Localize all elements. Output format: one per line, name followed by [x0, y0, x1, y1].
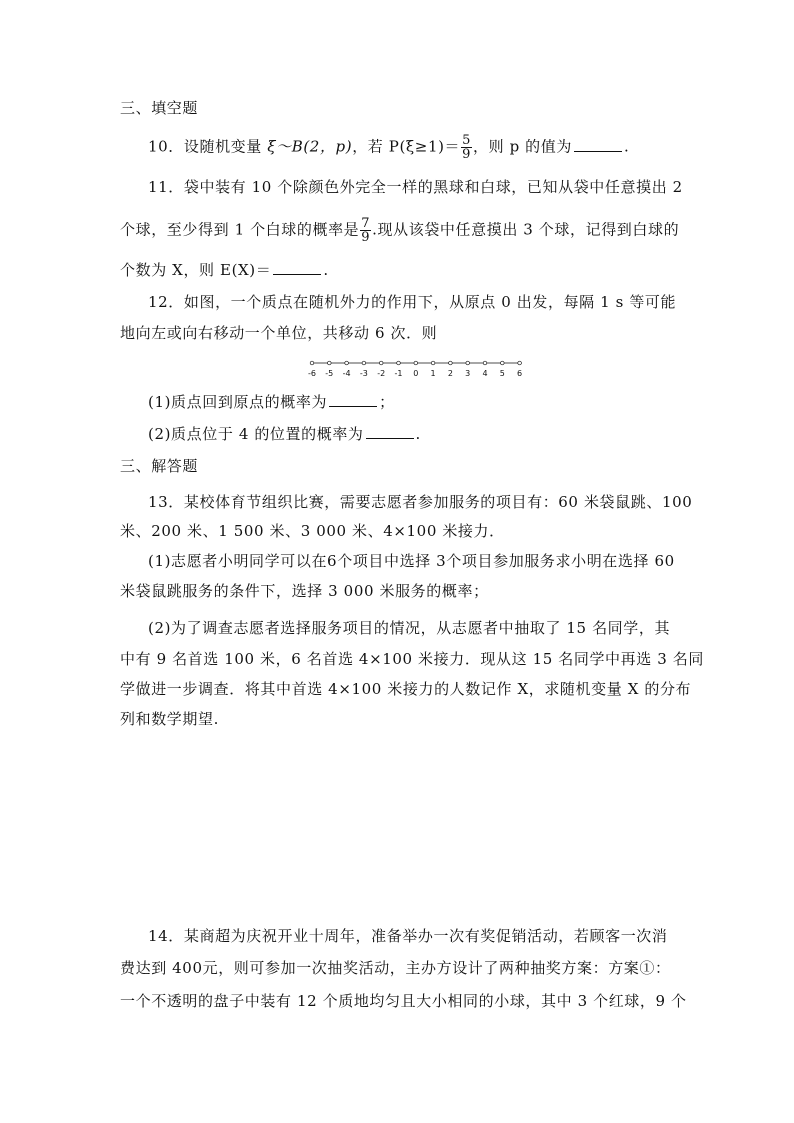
q12-part1-text: (1)质点回到原点的概率为	[148, 393, 328, 411]
q12-part2-end: .	[415, 425, 421, 443]
question-13-line-1: 13．某校体育节组织比赛，需要志愿者参加服务的项目有：60 米袋鼠跳、100	[148, 493, 693, 511]
number-line-point	[466, 361, 470, 365]
number-line-point	[362, 361, 366, 365]
q11-text-d: .	[323, 261, 329, 279]
number-line-figure	[300, 356, 530, 380]
number-line-tick-label: 3	[465, 369, 471, 378]
q10-answer-blank[interactable]	[574, 137, 622, 152]
number-line-tick-label: 4	[482, 369, 488, 378]
number-line-point	[449, 361, 453, 365]
number-line-tick-label: -4	[342, 369, 351, 378]
question-13-line-5: (2)为了调查志愿者选择服务项目的情况，从志愿者中抽取了 15 名同学，其	[148, 619, 671, 637]
number-line-point	[310, 361, 314, 365]
q11-fraction-denominator: 9	[361, 230, 371, 245]
q12-part1-answer-blank[interactable]	[329, 392, 377, 407]
q11-answer-blank[interactable]	[273, 260, 321, 275]
number-line-tick-label: -5	[325, 369, 334, 378]
question-13-line-3: (1)志愿者小明同学可以在6个项目中选择 3个项目参加服务求小明在选择 60	[148, 552, 675, 570]
question-12-part-1	[148, 391, 395, 413]
question-14-line-3: 一个不透明的盘子中装有 12 个质地均匀且大小相同的小球，其中 3 个红球，9 个	[120, 992, 687, 1010]
number-line-tick-label: 0	[413, 369, 419, 378]
question-14-line-2: 费达到 400元，则可参加一次抽奖活动，主办方设计了两种抽奖方案：方案①：	[120, 959, 671, 977]
q12-part2-answer-blank[interactable]	[366, 424, 414, 439]
number-line-point	[431, 361, 435, 365]
q10-fraction-numerator: 5	[462, 133, 472, 148]
question-12-part-2	[148, 423, 421, 445]
question-14-line-1: 14．某商超为庆祝开业十周年，准备举办一次有奖促销活动，若顾客一次消	[148, 927, 668, 945]
number-line-point	[501, 361, 505, 365]
q12-part1-end: ；	[379, 393, 395, 411]
number-line-point	[414, 361, 418, 365]
number-line-tick-label: 2	[447, 369, 453, 378]
number-line-tick-label: -6	[308, 369, 316, 378]
number-line-point	[397, 361, 401, 365]
question-11-line-1: 11．袋中装有 10 个除颜色外完全一样的黑球和白球，已知从袋中任意摸出 2	[148, 178, 683, 196]
question-13-line-4: 米袋鼠跳服务的条件下，选择 3 000 米服务的概率；	[120, 582, 489, 600]
number-line-tick-label: 5	[499, 369, 505, 378]
question-12-line-2: 地向左或向右移动一个单位，共移动 6 次．则	[120, 324, 438, 342]
q10-fraction	[461, 134, 472, 161]
number-line-tick-label: -2	[377, 369, 386, 378]
number-line-point	[518, 361, 522, 365]
q10-text-b: ，若 P(ξ≥1)＝	[352, 137, 461, 156]
number-line-point	[328, 361, 332, 365]
question-12-line-1: 12．如图，一个质点在随机外力的作用下，从原点 0 出发，每隔 1 s 等可能	[148, 293, 677, 311]
section-heading-answer: 三、解答题	[120, 457, 199, 475]
q10-text-a: 10．设随机变量	[148, 137, 262, 156]
number-line-point	[483, 361, 487, 365]
q12-part2-text: (2)质点位于 4 的位置的概率为	[148, 425, 364, 443]
question-13-line-6: 中有 9 名首选 100 米，6 名首选 4×100 米接力．现从这 15 名同学中再选 3 名同	[120, 650, 704, 668]
question-10	[148, 134, 629, 161]
q11-text-a: 个球，至少得到 1 个白球的概率是	[120, 220, 360, 239]
q11-fraction	[360, 217, 371, 244]
number-line-tick-label: 6	[517, 369, 523, 378]
question-13-line-8: 列和数学期望.	[120, 710, 219, 728]
number-line-tick-label: -3	[359, 369, 368, 378]
number-line-point	[379, 361, 383, 365]
q11-text-b: .现从该袋中任意摸出 3 个球，记得到白球的	[372, 220, 680, 239]
q10-text-d: .	[623, 137, 630, 156]
question-11-line-2	[120, 217, 679, 244]
q10-distribution: ξ～B(2，p)	[267, 137, 353, 156]
section-heading-fill-in: 三、填空题	[120, 99, 199, 117]
q10-fraction-denominator: 9	[462, 147, 472, 162]
number-line-tick-label: 1	[430, 369, 436, 378]
question-13-line-2: 米、200 米、1 500 米、3 000 米、4×100 米接力．	[120, 522, 505, 540]
question-11-line-3	[120, 259, 329, 281]
q11-text-c: 个数为 X，则 E(X)＝	[120, 261, 272, 279]
number-line-point	[345, 361, 349, 365]
q10-text-c: ，则 p 的值为	[473, 137, 572, 156]
question-13-line-7: 学做进一步调查．将其中首选 4×100 米接力的人数记作 X，求随机变量 X 的分布	[120, 680, 692, 698]
number-line-tick-label: -1	[394, 369, 403, 378]
q11-fraction-numerator: 7	[361, 216, 371, 231]
